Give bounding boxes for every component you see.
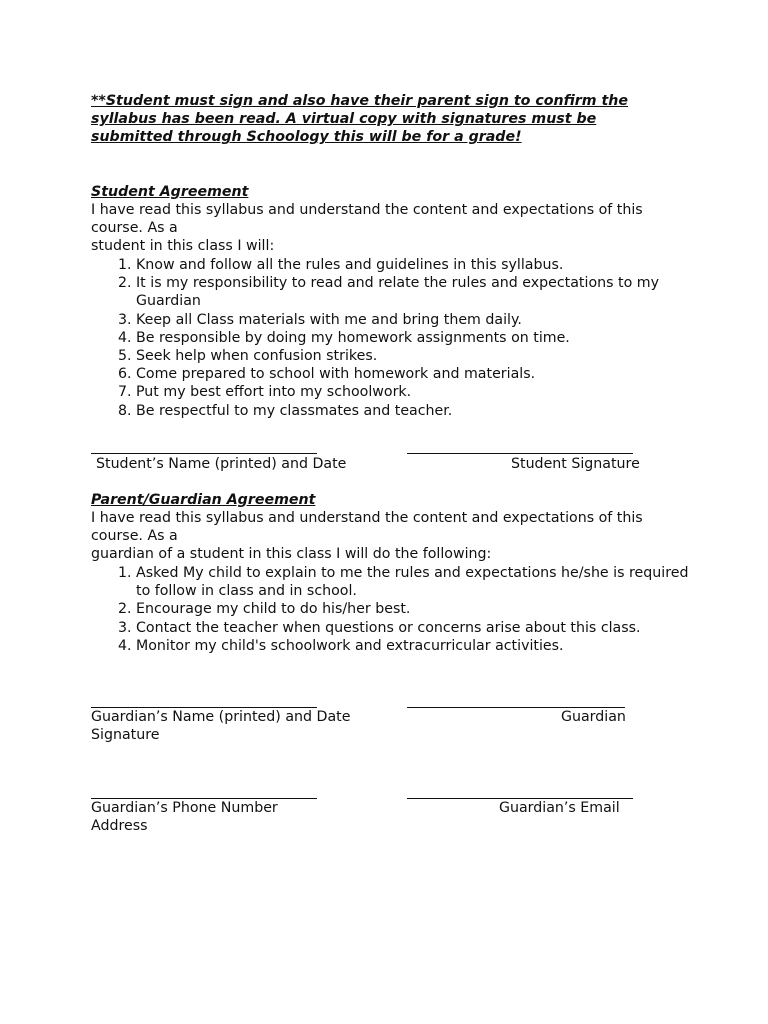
student-name-line[interactable] [91, 453, 317, 454]
list-item: 2. It is my responsibility to read and relate the rules and expectations to my Guardian [136, 274, 676, 310]
notice-line-2: syllabus has been read. A virtual copy with signatures must be [91, 111, 597, 128]
student-intro-line-2: course. As a [91, 220, 178, 237]
guardian-intro [91, 509, 731, 564]
student-agreement-heading: Student Agreement [91, 184, 249, 200]
student-signature-label: Student Signature [511, 456, 640, 472]
list-item: 6. Come prepared to school with homework and materials. [136, 365, 676, 383]
student-intro-line-3: student in this class I will: [91, 238, 275, 255]
student-signature-line[interactable] [407, 453, 633, 454]
guardian-signature-label: Guardian [561, 709, 626, 725]
list-item: 8. Be respectful to my classmates and teacher. [136, 402, 676, 420]
guardian-intro-line-3: guardian of a student in this class I will do the following: [91, 546, 492, 563]
guardian-name-label: Guardian’s Name (printed) and Date [91, 709, 351, 725]
guardian-email-label: Guardian’s Email [499, 800, 620, 816]
student-intro [91, 201, 731, 256]
guardian-intro-line-1: I have read this syllabus and understand the content and expectations of this [91, 510, 643, 526]
list-item: 2. Encourage my child to do his/her best. [136, 600, 696, 618]
list-item: 7. Put my best effort into my schoolwork. [136, 383, 676, 401]
guardian-intro-line-2: course. As a [91, 528, 178, 545]
guardian-phone-label: Guardian’s Phone Number [91, 800, 278, 816]
list-item: 1. Know and follow all the rules and guidelines in this syllabus. [136, 256, 676, 274]
guardian-email-label-wrap: Address [91, 818, 148, 834]
notice-line-3: submitted through Schoology this will be for a grade! [91, 129, 522, 146]
list-item: 1. Asked My child to explain to me the rules and expectations he/she is required to follow in class and in school. [136, 564, 696, 600]
list-item: 3. Contact the teacher when questions or concerns arise about this class. [136, 619, 696, 637]
list-item: 4. Monitor my child's schoolwork and extracurricular activities. [136, 637, 696, 655]
signature-notice [91, 92, 691, 147]
guardian-agreement-heading: Parent/Guardian Agreement [91, 492, 316, 508]
guardian-signature-label-wrap: Signature [91, 727, 160, 743]
notice-line-1: **Student must sign and also have their parent sign to confirm the [91, 93, 629, 109]
student-intro-line-1: I have read this syllabus and understand the content and expectations of this [91, 202, 643, 218]
student-name-label: Student’s Name (printed) and Date [96, 456, 347, 472]
list-item: 4. Be responsible by doing my homework assignments on time. [136, 329, 676, 347]
student-commitments-list [91, 256, 676, 420]
guardian-commitments-list [91, 564, 696, 655]
list-item: 3. Keep all Class materials with me and bring them daily. [136, 311, 676, 329]
list-item: 5. Seek help when confusion strikes. [136, 347, 676, 365]
